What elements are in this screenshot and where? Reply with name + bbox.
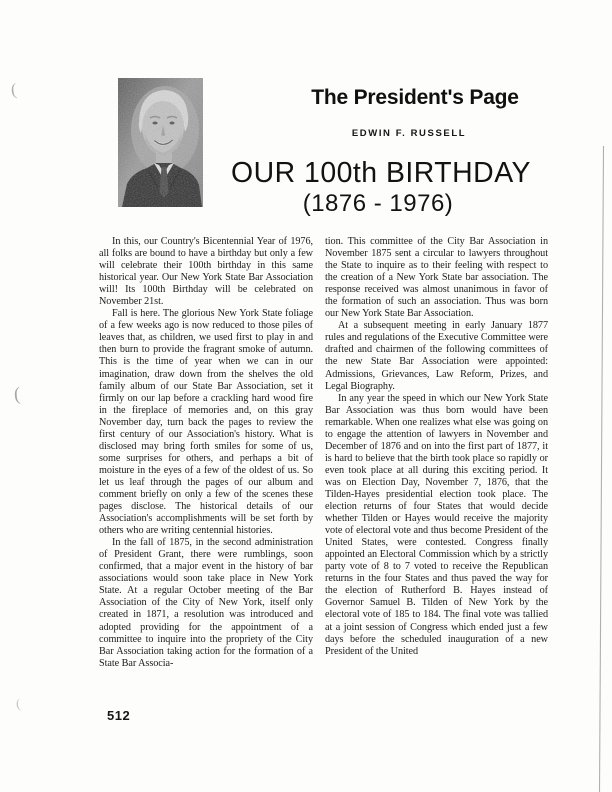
author-byline: EDWIN F. RUSSELL — [351, 128, 467, 139]
page-number: 512 — [107, 708, 131, 723]
scan-artifact-mark: ( — [9, 79, 18, 100]
paragraph: tion. This committee of the City Bar Association in November 1875 sent a circular to lawyers throughout the State to inquire as to their feeling with respect to the creation of a New York State bar association. The response received was almost unanimous in favor of the formation of such an association. Thus was born our New York State Bar Association. — [325, 236, 548, 320]
scan-edge-line — [595, 140, 609, 792]
paragraph: In this, our Country's Bicentennial Year of 1976, all folks are bound to have a birthday but only a few will celebrate their 100th birthday in this same historical year. Our New York State Bar Association will! Its 100th Birthday will be celebrated on November 21st. — [99, 236, 313, 308]
scan-artifact-mark: ( — [14, 695, 22, 712]
portrait-image — [118, 78, 203, 207]
headline-title: OUR 100th BIRTHDAY — [231, 157, 531, 189]
scan-artifact-mark: ( — [13, 383, 22, 406]
paragraph: Fall is here. The glorious New York State foliage of a few weeks ago is now reduced to those piles of leaves that, as children, we used first to play in and then burn to provide the fragrant smoke of autumn. This is the time of year when we can in our imagination, draw down from the shelves the old family album of our State Bar Association, set it firmly on our lap before a crackling hard wood fire in the fireplace of memories and, on this gray November day, turn back the pages to review the first century of our Association's history. What is disclosed may bring forth smiles for some of us, some surprises for others, and perhaps a bit of moisture in the eyes of a few of the oldest of us. So let us leaf through the pages of our album and comment briefly on only a few of the scenes these pages disclose. The historical details of our Association's accomplishments will be set forth by others who are writing centennial histories. — [99, 308, 313, 537]
page-title: The President's Page — [311, 86, 519, 109]
portrait-photo — [118, 78, 203, 207]
article-left-column — [99, 236, 313, 670]
article-right-column — [325, 236, 548, 658]
paragraph: In the fall of 1875, in the second administration of President Grant, there were rumblings, soon confirmed, that a major event in the history of bar associations would soon take place in New York State. At a regular October meeting of the Bar Association of the City of New York, itself only created in 1871, a resolution was introduced and adopted providing for the appointment of a committee to inquire into the propriety of the City Bar Association taking action for the formation of a State Bar Associa- — [99, 537, 313, 669]
paragraph: In any year the speed in which our New York State Bar Association was thus born would have been remarkable. When one realizes what else was going on to engage the attention of lawyers in November and December of 1876 and on into the first part of 1877, it is hard to believe that the birth took place so rapidly or even took place at all during this exciting period. It was on Election Day, November 7, 1876, that the Tilden-Hayes presidential election took place. The election returns of four States that would decide whether Tilden or Hayes would receive the majority vote of electoral vote and thus become President of the United States, were contested. Congress finally appointed an Electoral Commission which by a strictly party vote of 8 to 7 voted to receive the Republican returns in the four States and thus paved the way for the election of Rutherford B. Hayes instead of Governor Samuel B. Tilden of New York by the electoral vote of 185 to 184. The final vote was tallied at a joint session of Congress which ended just a few days before the scheduled inauguration of a new President of the United — [325, 392, 548, 657]
paragraph: At a subsequent meeting in early January 1877 rules and regulations of the Executive Committee were drafted and chairmen of the following committees of the new State Bar Association were appointed: Admissions, Grievances, Law Reform, Prizes, and Legal Biography. — [325, 320, 548, 392]
headline-years: (1876 - 1976) — [302, 190, 454, 217]
